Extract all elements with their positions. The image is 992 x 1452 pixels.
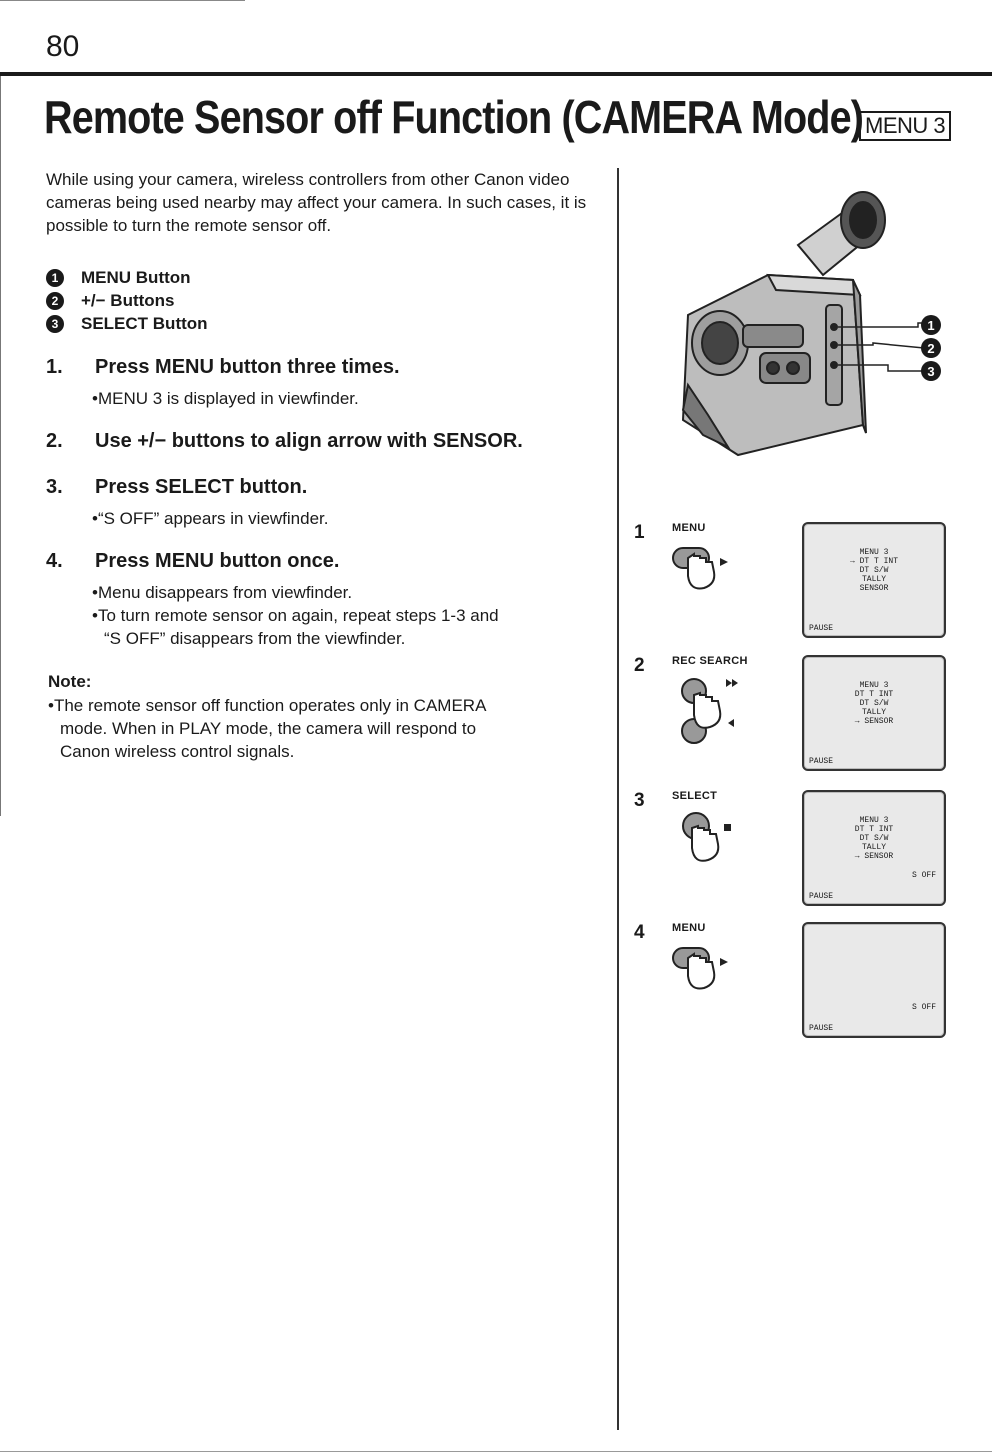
viewfinder-line: DT S/W <box>859 566 889 575</box>
button-label: MENU <box>672 922 706 934</box>
viewfinder-pause: PAUSE <box>809 1024 834 1033</box>
step-note: •MENU 3 is displayed in viewfinder. <box>92 389 359 408</box>
step-note: •Menu disappears from viewfinder. <box>92 583 353 602</box>
step-number: 1. <box>46 356 63 378</box>
viewfinder-line: DT S/W <box>859 834 889 843</box>
step-notes <box>92 387 359 410</box>
viewfinder-screen <box>802 790 946 906</box>
note-line: Canon wireless control signals. <box>60 742 295 761</box>
viewfinder-menu <box>804 548 944 593</box>
viewfinder-line: SENSOR <box>859 584 889 593</box>
callout-1: 1 <box>927 318 935 333</box>
number-circle-icon: 1 <box>46 269 64 287</box>
pointing-hand-icon <box>668 669 748 749</box>
column-divider <box>617 168 619 1430</box>
viewfinder-pause: PAUSE <box>809 624 834 633</box>
number-circle-icon: 2 <box>46 292 64 310</box>
viewfinder-pause: PAUSE <box>809 892 834 901</box>
viewfinder-status: S OFF <box>911 1003 936 1012</box>
part-item <box>46 266 208 289</box>
viewfinder-pause: PAUSE <box>809 757 834 766</box>
step-heading: Press MENU button three times. <box>95 356 400 378</box>
figure-step-3 <box>628 790 958 914</box>
step-heading: Use +/− buttons to align arrow with SENSOR. <box>95 430 523 452</box>
button-label: REC SEARCH <box>672 655 748 667</box>
figure-step-2 <box>628 655 958 779</box>
button-label: SELECT <box>672 790 718 802</box>
step-number: 4. <box>46 550 63 572</box>
step-notes <box>92 581 499 650</box>
viewfinder-line: DT T INT <box>854 690 894 699</box>
step-number: 2. <box>46 430 63 452</box>
page-top-edge <box>0 0 245 1</box>
viewfinder-line: TALLY <box>861 708 886 717</box>
figure-step-number: 4 <box>634 922 645 943</box>
page-number: 80 <box>46 30 80 63</box>
viewfinder-menu <box>804 681 944 726</box>
figure-step-4 <box>628 922 958 1046</box>
header-rule <box>0 72 992 76</box>
part-item <box>46 289 208 312</box>
menu-badge: MENU 3 <box>859 111 951 141</box>
callout-2: 2 <box>927 341 935 356</box>
step-heading: Press SELECT button. <box>95 476 308 498</box>
step-heading: Press MENU button once. <box>95 550 340 572</box>
viewfinder-line: TALLY <box>861 575 886 584</box>
step-note: •“S OFF” appears in viewfinder. <box>92 509 329 528</box>
viewfinder-line: TALLY <box>861 843 886 852</box>
button-label: MENU <box>672 522 706 534</box>
viewfinder-status: S OFF <box>911 871 936 880</box>
viewfinder-line: MENU 3 <box>859 548 889 557</box>
part-label: +/− Buttons <box>81 290 175 310</box>
step-number: 3. <box>46 476 63 498</box>
callout-3: 3 <box>927 364 935 379</box>
viewfinder-menu <box>804 816 944 861</box>
part-label: MENU Button <box>81 267 191 287</box>
figure-step-number: 2 <box>634 655 645 676</box>
page-title: Remote Sensor off Function (CAMERA Mode) <box>44 91 864 143</box>
step-note: •To turn remote sensor on again, repeat steps 1-3 and <box>92 606 499 625</box>
viewfinder-line: → SENSOR <box>854 717 894 726</box>
pointing-hand-icon <box>668 936 738 996</box>
viewfinder-line: DT S/W <box>859 699 889 708</box>
intro-paragraph: While using your camera, wireless controllers from other Canon video cameras being used nearby may affect your camera. In such cases, it is possible to turn the remote sensor off. <box>46 170 587 235</box>
figure-step-1 <box>628 522 958 646</box>
viewfinder-line: MENU 3 <box>859 681 889 690</box>
viewfinder-screen <box>802 655 946 771</box>
viewfinder-line: → DT T INT <box>849 557 898 566</box>
figure-step-number: 3 <box>634 790 645 811</box>
part-item <box>46 312 208 335</box>
viewfinder-line: → SENSOR <box>854 852 894 861</box>
pointing-hand-icon <box>668 536 738 596</box>
step-notes <box>92 507 328 530</box>
viewfinder-screen <box>802 522 946 638</box>
note-body <box>48 694 588 763</box>
pointing-hand-icon <box>668 804 738 874</box>
number-circle-icon: 3 <box>46 315 64 333</box>
page-left-edge <box>0 76 1 816</box>
note-title: Note: <box>48 672 92 691</box>
step-note: “S OFF” disappears from the viewfinder. <box>104 629 406 648</box>
note-line: mode. When in PLAY mode, the camera will respond to <box>60 719 477 738</box>
viewfinder-screen <box>802 922 946 1038</box>
viewfinder-line: MENU 3 <box>859 816 889 825</box>
note-line: •The remote sensor off function operates only in CAMERA <box>48 696 487 715</box>
parts-list <box>46 266 208 335</box>
part-label: SELECT Button <box>81 313 208 333</box>
figure-step-number: 1 <box>634 522 645 543</box>
viewfinder-line: DT T INT <box>854 825 894 834</box>
camcorder-illustration <box>648 185 978 475</box>
